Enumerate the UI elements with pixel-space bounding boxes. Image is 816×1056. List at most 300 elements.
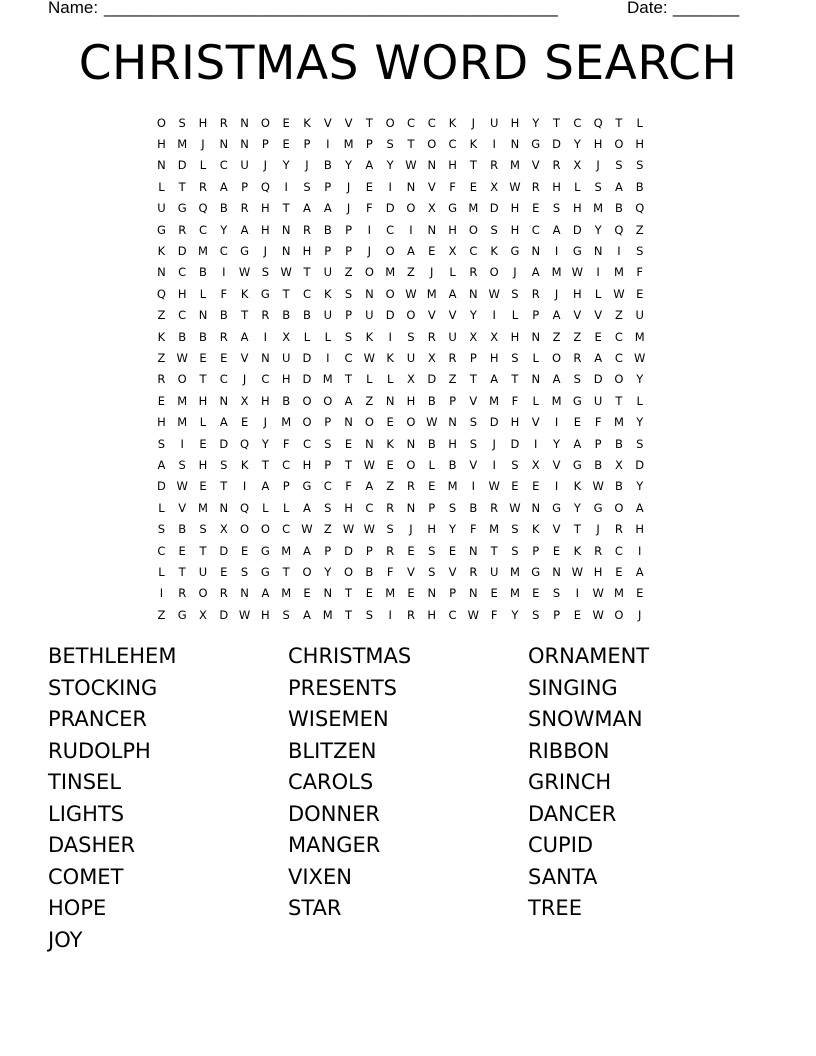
grid-letter[interactable]: T <box>615 393 623 408</box>
grid-letter[interactable]: Z <box>448 372 457 387</box>
grid-letter[interactable]: U <box>240 158 249 173</box>
grid-letter[interactable]: R <box>198 179 207 194</box>
grid-letter[interactable]: N <box>531 329 541 344</box>
grid-letter[interactable]: W <box>363 350 376 365</box>
grid-letter[interactable]: G <box>260 564 270 579</box>
grid-letter[interactable]: E <box>220 564 228 579</box>
grid-letter[interactable]: K <box>365 329 374 344</box>
grid-letter[interactable]: V <box>531 415 540 430</box>
grid-letter[interactable]: R <box>406 479 415 494</box>
grid-letter[interactable]: A <box>344 393 353 408</box>
grid-letter[interactable]: P <box>241 179 249 194</box>
grid-letter[interactable]: K <box>157 329 166 344</box>
grid-letter[interactable]: R <box>469 265 478 280</box>
grid-letter[interactable]: I <box>492 137 496 152</box>
grid-letter[interactable]: M <box>489 393 500 408</box>
grid-letter[interactable]: L <box>511 308 519 323</box>
grid-letter[interactable]: R <box>552 158 561 173</box>
grid-letter[interactable]: N <box>240 115 249 130</box>
grid-letter[interactable]: D <box>510 436 520 451</box>
grid-letter[interactable]: S <box>282 607 290 622</box>
grid-letter[interactable]: V <box>531 158 540 173</box>
grid-letter[interactable]: W <box>342 522 355 537</box>
grid-letter[interactable]: B <box>427 393 436 408</box>
grid-letter[interactable]: H <box>281 372 291 387</box>
grid-letter[interactable]: E <box>178 543 186 558</box>
grid-letter[interactable]: E <box>532 586 540 601</box>
grid-letter[interactable]: C <box>427 115 436 130</box>
grid-letter[interactable]: I <box>159 586 164 601</box>
grid-letter[interactable]: I <box>554 479 559 494</box>
grid-letter[interactable]: L <box>428 457 435 472</box>
grid-letter[interactable]: H <box>406 393 416 408</box>
grid-letter[interactable]: U <box>323 265 332 280</box>
grid-letter[interactable]: P <box>345 244 353 259</box>
grid-letter[interactable]: W <box>176 350 188 365</box>
grid-letter[interactable]: L <box>532 350 539 365</box>
grid-letter[interactable]: N <box>240 586 249 601</box>
grid-letter[interactable]: Q <box>156 286 166 301</box>
grid-letter[interactable]: E <box>428 479 436 494</box>
grid-letter[interactable]: B <box>199 329 207 344</box>
grid-letter[interactable]: T <box>345 607 353 622</box>
grid-letter[interactable]: H <box>573 286 582 301</box>
grid-letter[interactable]: M <box>613 415 624 430</box>
grid-letter[interactable]: R <box>531 179 540 194</box>
grid-letter[interactable]: M <box>198 244 208 259</box>
grid-letter[interactable]: M <box>426 286 437 301</box>
grid-letter[interactable]: X <box>490 329 499 344</box>
grid-letter[interactable]: P <box>532 308 540 323</box>
grid-letter[interactable]: T <box>199 372 207 387</box>
grid-letter[interactable]: W <box>592 479 604 494</box>
grid-letter[interactable]: H <box>261 393 270 408</box>
grid-letter[interactable]: W <box>405 158 417 173</box>
grid-letter[interactable]: Q <box>635 201 645 216</box>
grid-letter[interactable]: T <box>469 372 477 387</box>
grid-letter[interactable]: H <box>635 137 645 152</box>
grid-letter[interactable]: G <box>448 201 458 216</box>
grid-letter[interactable]: Z <box>157 350 166 365</box>
grid-letter[interactable]: N <box>406 500 416 515</box>
grid-letter[interactable]: G <box>593 500 603 515</box>
grid-letter[interactable]: S <box>636 436 644 451</box>
grid-letter[interactable]: S <box>178 457 186 472</box>
grid-letter[interactable]: K <box>490 244 498 259</box>
grid-letter[interactable]: S <box>511 522 519 537</box>
grid-letter[interactable]: Z <box>635 222 644 237</box>
grid-letter[interactable]: H <box>261 222 270 237</box>
grid-letter[interactable]: L <box>574 179 581 194</box>
grid-letter[interactable]: X <box>282 329 291 344</box>
grid-letter[interactable]: Y <box>449 522 457 537</box>
grid-letter[interactable]: C <box>614 329 623 344</box>
grid-letter[interactable]: K <box>240 286 249 301</box>
grid-letter[interactable]: S <box>386 137 394 152</box>
grid-letter[interactable]: B <box>614 201 623 216</box>
grid-letter[interactable]: H <box>157 137 166 152</box>
grid-letter[interactable]: N <box>281 222 291 237</box>
grid-letter[interactable]: M <box>634 329 645 344</box>
grid-letter[interactable]: P <box>324 179 332 194</box>
grid-letter[interactable]: D <box>219 607 229 622</box>
grid-letter[interactable]: V <box>178 500 187 515</box>
grid-letter[interactable]: J <box>201 137 205 152</box>
grid-letter[interactable]: M <box>177 393 188 408</box>
grid-letter[interactable]: T <box>303 265 311 280</box>
grid-letter[interactable]: V <box>427 179 436 194</box>
grid-letter[interactable]: G <box>572 393 582 408</box>
grid-letter[interactable]: T <box>178 564 186 579</box>
grid-letter[interactable]: Z <box>407 265 415 280</box>
grid-letter[interactable]: I <box>575 586 580 601</box>
grid-letter[interactable]: P <box>282 479 290 494</box>
grid-letter[interactable]: R <box>386 500 395 515</box>
grid-letter[interactable]: R <box>614 522 623 537</box>
grid-letter[interactable]: N <box>531 372 541 387</box>
grid-letter[interactable]: N <box>157 265 166 280</box>
grid-letter[interactable]: E <box>636 286 644 301</box>
grid-letter[interactable]: C <box>219 372 228 387</box>
grid-letter[interactable]: Y <box>573 500 581 515</box>
grid-letter[interactable]: Q <box>240 436 250 451</box>
grid-letter[interactable]: K <box>303 115 311 130</box>
grid-letter[interactable]: P <box>345 308 353 323</box>
grid-letter[interactable]: O <box>406 457 416 472</box>
grid-letter[interactable]: Y <box>532 115 540 130</box>
grid-letter[interactable]: E <box>282 115 290 130</box>
grid-letter[interactable]: L <box>199 415 207 430</box>
grid-letter[interactable]: K <box>573 479 582 494</box>
grid-letter[interactable]: D <box>344 543 353 558</box>
grid-letter[interactable]: I <box>326 350 330 365</box>
grid-letter[interactable]: O <box>302 393 312 408</box>
grid-letter[interactable]: S <box>490 222 498 237</box>
grid-letter[interactable]: A <box>531 265 540 280</box>
grid-letter[interactable]: R <box>178 222 187 237</box>
grid-letter[interactable]: I <box>554 244 559 259</box>
grid-letter[interactable]: V <box>573 308 582 323</box>
grid-letter[interactable]: I <box>388 607 392 622</box>
grid-letter[interactable]: M <box>281 586 292 601</box>
grid-letter[interactable]: P <box>532 543 540 558</box>
grid-letter[interactable]: E <box>615 564 623 579</box>
grid-letter[interactable]: H <box>448 222 457 237</box>
grid-letter[interactable]: G <box>260 286 270 301</box>
grid-letter[interactable]: C <box>531 222 540 237</box>
grid-letter[interactable]: O <box>385 244 395 259</box>
grid-letter[interactable]: D <box>489 201 499 216</box>
grid-letter[interactable]: K <box>157 244 166 259</box>
grid-letter[interactable]: Z <box>365 393 374 408</box>
grid-letter[interactable]: N <box>281 244 291 259</box>
grid-letter[interactable]: O <box>406 201 416 216</box>
grid-letter[interactable]: M <box>322 607 333 622</box>
grid-letter[interactable]: N <box>427 586 437 601</box>
grid-letter[interactable]: A <box>365 158 374 173</box>
grid-letter[interactable]: L <box>532 393 539 408</box>
grid-letter[interactable]: Q <box>614 222 624 237</box>
grid-letter[interactable]: N <box>406 179 416 194</box>
grid-letter[interactable]: S <box>428 564 436 579</box>
grid-letter[interactable]: I <box>388 179 392 194</box>
grid-letter[interactable]: D <box>385 201 395 216</box>
grid-letter[interactable]: N <box>261 350 270 365</box>
grid-letter[interactable]: K <box>240 457 249 472</box>
grid-letter[interactable]: C <box>178 265 187 280</box>
grid-letter[interactable]: G <box>572 457 582 472</box>
grid-letter[interactable]: M <box>177 415 188 430</box>
grid-letter[interactable]: J <box>367 244 372 259</box>
grid-letter[interactable]: B <box>594 457 603 472</box>
grid-letter[interactable]: W <box>426 415 438 430</box>
grid-letter[interactable]: B <box>427 436 436 451</box>
grid-letter[interactable]: O <box>406 415 416 430</box>
grid-letter[interactable]: P <box>449 393 457 408</box>
grid-letter[interactable]: J <box>263 244 268 259</box>
grid-letter[interactable]: B <box>282 308 291 323</box>
grid-letter[interactable]: M <box>198 500 208 515</box>
grid-letter[interactable]: O <box>177 372 187 387</box>
grid-letter[interactable]: J <box>596 158 600 173</box>
grid-letter[interactable]: I <box>367 222 372 237</box>
grid-letter[interactable]: L <box>386 372 394 387</box>
grid-letter[interactable]: N <box>344 415 353 430</box>
grid-letter[interactable]: L <box>199 158 207 173</box>
grid-letter[interactable]: S <box>344 286 353 301</box>
grid-letter[interactable]: C <box>406 115 415 130</box>
grid-letter[interactable]: F <box>490 607 498 622</box>
grid-letter[interactable]: J <box>346 179 351 194</box>
grid-letter[interactable]: E <box>365 179 373 194</box>
grid-letter[interactable]: N <box>240 137 249 152</box>
grid-letter[interactable]: Y <box>220 222 228 237</box>
grid-letter[interactable]: S <box>511 543 519 558</box>
grid-letter[interactable]: O <box>385 115 395 130</box>
grid-letter[interactable]: P <box>324 415 332 430</box>
grid-letter[interactable]: R <box>594 543 603 558</box>
grid-letter[interactable]: I <box>388 329 392 344</box>
grid-letter[interactable]: D <box>552 137 561 152</box>
grid-letter[interactable]: M <box>322 372 333 387</box>
grid-letter[interactable]: U <box>489 115 499 130</box>
grid-letter[interactable]: C <box>302 436 311 451</box>
grid-letter[interactable]: I <box>409 222 413 237</box>
grid-letter[interactable]: Y <box>282 158 290 173</box>
grid-letter[interactable]: V <box>323 115 332 130</box>
grid-letter[interactable]: S <box>324 500 332 515</box>
grid-letter[interactable]: H <box>302 244 312 259</box>
grid-letter[interactable]: E <box>532 201 540 216</box>
grid-letter[interactable]: F <box>386 564 394 579</box>
grid-letter[interactable]: L <box>158 500 165 515</box>
grid-letter[interactable]: H <box>510 115 520 130</box>
grid-letter[interactable]: E <box>636 586 644 601</box>
grid-letter[interactable]: Z <box>157 308 166 323</box>
grid-letter[interactable]: X <box>531 457 540 472</box>
grid-letter[interactable]: Q <box>593 115 603 130</box>
grid-letter[interactable]: Q <box>240 500 250 515</box>
grid-letter[interactable]: W <box>363 457 376 472</box>
grid-letter[interactable]: S <box>178 115 186 130</box>
grid-letter[interactable]: N <box>427 222 437 237</box>
grid-letter[interactable]: C <box>614 350 623 365</box>
grid-letter[interactable]: H <box>510 201 520 216</box>
grid-letter[interactable]: S <box>573 372 581 387</box>
grid-letter[interactable]: S <box>428 543 436 558</box>
grid-letter[interactable]: C <box>323 479 332 494</box>
grid-letter[interactable]: D <box>219 436 229 451</box>
grid-letter[interactable]: V <box>552 522 561 537</box>
grid-letter[interactable]: B <box>614 436 623 451</box>
grid-letter[interactable]: R <box>240 201 249 216</box>
grid-letter[interactable]: H <box>510 222 520 237</box>
grid-letter[interactable]: J <box>430 265 434 280</box>
grid-letter[interactable]: O <box>302 415 312 430</box>
grid-letter[interactable]: G <box>177 201 187 216</box>
grid-letter[interactable]: H <box>157 415 166 430</box>
grid-letter[interactable]: U <box>198 564 208 579</box>
grid-letter[interactable]: U <box>635 308 644 323</box>
grid-letter[interactable]: I <box>638 543 642 558</box>
grid-letter[interactable]: H <box>448 436 457 451</box>
grid-letter[interactable]: O <box>614 500 624 515</box>
grid-letter[interactable]: N <box>323 586 333 601</box>
grid-letter[interactable]: O <box>427 137 437 152</box>
grid-letter[interactable]: O <box>489 265 499 280</box>
grid-letter[interactable]: Y <box>386 158 394 173</box>
grid-letter[interactable]: T <box>490 543 498 558</box>
grid-letter[interactable]: J <box>471 115 476 130</box>
grid-letter[interactable]: V <box>427 308 436 323</box>
grid-letter[interactable]: C <box>219 158 228 173</box>
grid-letter[interactable]: P <box>365 137 373 152</box>
grid-letter[interactable]: H <box>261 201 270 216</box>
grid-letter[interactable]: H <box>489 350 499 365</box>
grid-letter[interactable]: X <box>469 329 478 344</box>
grid-letter[interactable]: O <box>406 308 416 323</box>
grid-letter[interactable]: C <box>573 115 582 130</box>
grid-letter[interactable]: N <box>198 308 208 323</box>
grid-letter[interactable]: B <box>323 158 332 173</box>
grid-letter[interactable]: X <box>199 607 207 622</box>
grid-letter[interactable]: C <box>469 244 478 259</box>
grid-letter[interactable]: N <box>448 415 457 430</box>
grid-letter[interactable]: A <box>261 479 270 494</box>
grid-letter[interactable]: R <box>469 564 478 579</box>
grid-letter[interactable]: B <box>323 222 332 237</box>
grid-letter[interactable]: G <box>510 244 520 259</box>
grid-letter[interactable]: Y <box>636 479 644 494</box>
grid-letter[interactable]: W <box>488 286 500 301</box>
grid-letter[interactable]: A <box>303 201 311 216</box>
grid-letter[interactable]: M <box>489 522 500 537</box>
grid-letter[interactable]: T <box>511 372 519 387</box>
grid-letter[interactable]: D <box>302 372 312 387</box>
grid-letter[interactable]: X <box>427 201 436 216</box>
grid-letter[interactable]: F <box>366 201 373 216</box>
grid-letter[interactable]: B <box>469 500 478 515</box>
grid-letter[interactable]: Q <box>198 201 208 216</box>
grid-letter[interactable]: P <box>365 543 373 558</box>
grid-letter[interactable]: T <box>261 457 269 472</box>
grid-letter[interactable]: R <box>427 329 436 344</box>
grid-letter[interactable]: U <box>593 393 603 408</box>
grid-letter[interactable]: N <box>385 393 395 408</box>
grid-letter[interactable]: W <box>280 265 292 280</box>
grid-letter[interactable]: Y <box>573 137 581 152</box>
grid-letter[interactable]: M <box>385 586 396 601</box>
grid-letter[interactable]: N <box>365 286 374 301</box>
grid-letter[interactable]: C <box>282 457 291 472</box>
grid-letter[interactable]: H <box>198 457 208 472</box>
grid-letter[interactable]: T <box>365 115 373 130</box>
grid-letter[interactable]: R <box>490 158 499 173</box>
grid-letter[interactable]: S <box>511 350 519 365</box>
grid-letter[interactable]: E <box>282 137 290 152</box>
grid-letter[interactable]: D <box>572 222 582 237</box>
grid-letter[interactable]: N <box>406 436 416 451</box>
grid-letter[interactable]: Q <box>260 179 270 194</box>
grid-letter[interactable]: X <box>448 244 457 259</box>
grid-letter[interactable]: T <box>407 137 415 152</box>
grid-letter[interactable]: B <box>614 479 623 494</box>
grid-letter[interactable]: P <box>449 586 457 601</box>
grid-letter[interactable]: H <box>198 393 208 408</box>
grid-letter[interactable]: I <box>242 479 247 494</box>
grid-letter[interactable]: Y <box>511 607 519 622</box>
grid-letter[interactable]: I <box>492 457 496 472</box>
grid-letter[interactable]: H <box>510 329 520 344</box>
grid-letter[interactable]: S <box>220 457 228 472</box>
grid-letter[interactable]: F <box>636 265 644 280</box>
grid-letter[interactable]: U <box>489 564 499 579</box>
grid-letter[interactable]: T <box>220 479 228 494</box>
grid-letter[interactable]: A <box>552 222 561 237</box>
grid-letter[interactable]: S <box>324 436 332 451</box>
grid-letter[interactable]: C <box>219 244 228 259</box>
grid-letter[interactable]: S <box>594 179 602 194</box>
grid-letter[interactable]: V <box>448 308 457 323</box>
grid-letter[interactable]: J <box>554 286 559 301</box>
grid-letter[interactable]: L <box>262 500 269 515</box>
grid-letter[interactable]: G <box>156 222 166 237</box>
grid-letter[interactable]: J <box>409 522 413 537</box>
grid-letter[interactable]: E <box>511 479 519 494</box>
grid-letter[interactable]: C <box>157 543 166 558</box>
grid-letter[interactable]: E <box>365 586 373 601</box>
grid-letter[interactable]: E <box>220 350 228 365</box>
grid-letter[interactable]: L <box>282 500 290 515</box>
grid-letter[interactable]: E <box>573 607 581 622</box>
grid-letter[interactable]: L <box>636 115 643 130</box>
grid-letter[interactable]: M <box>593 201 604 216</box>
grid-letter[interactable]: M <box>468 201 479 216</box>
grid-letter[interactable]: O <box>614 137 624 152</box>
grid-letter[interactable]: V <box>552 457 561 472</box>
grid-letter[interactable]: R <box>178 586 187 601</box>
grid-letter[interactable]: P <box>324 543 332 558</box>
grid-letter[interactable]: E <box>448 543 457 558</box>
grid-letter[interactable]: J <box>513 265 517 280</box>
grid-letter[interactable]: R <box>573 350 582 365</box>
grid-letter[interactable]: A <box>407 244 415 259</box>
grid-letter[interactable]: A <box>635 500 644 515</box>
grid-letter[interactable]: D <box>177 158 187 173</box>
grid-letter[interactable]: Y <box>553 436 561 451</box>
grid-letter[interactable]: W <box>238 265 251 280</box>
grid-letter[interactable]: C <box>448 137 457 152</box>
